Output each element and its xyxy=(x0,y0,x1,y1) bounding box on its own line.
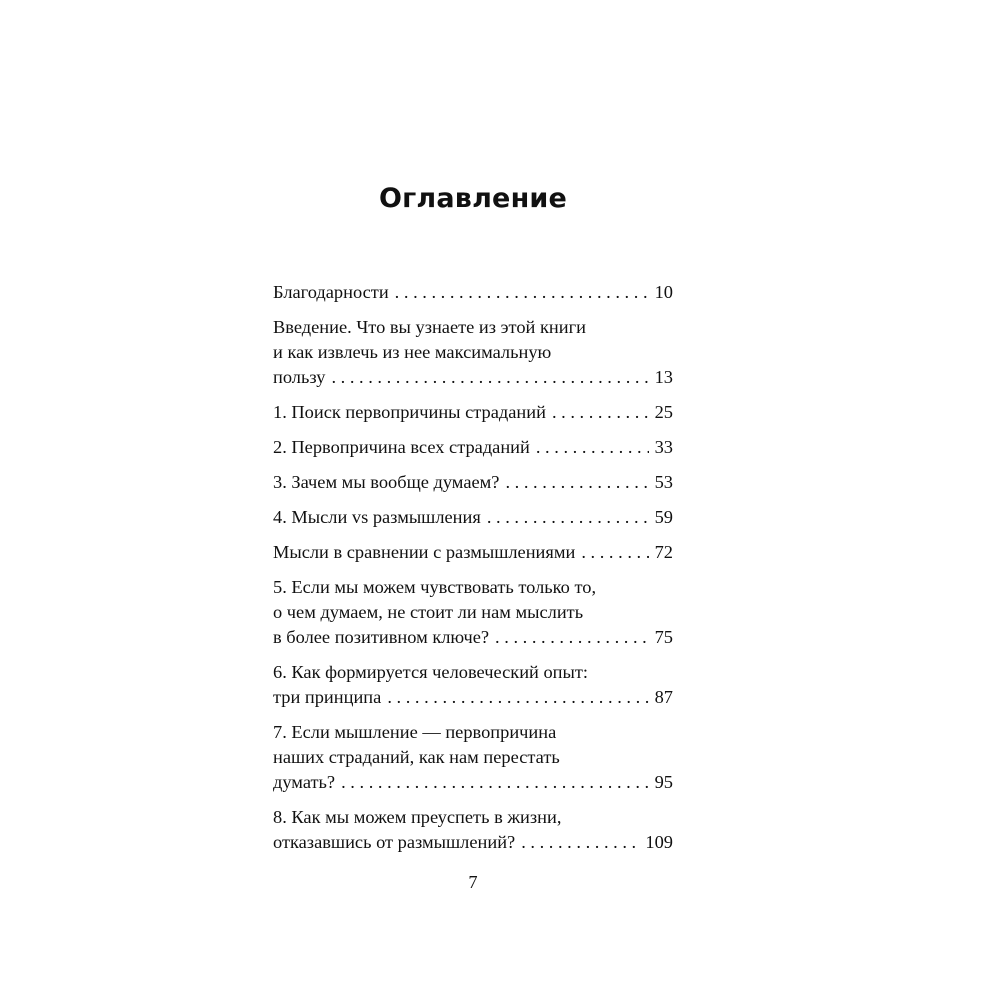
dot-leader xyxy=(505,470,648,495)
toc-entry-last-line xyxy=(273,280,673,305)
toc-entry-title-line: пользу xyxy=(273,367,326,387)
toc-entry-title-line: Мысли в сравнении с размышлениями xyxy=(273,542,576,562)
dot-leader xyxy=(495,625,649,650)
toc-entry-last-line xyxy=(273,540,673,565)
toc-entry-title-line: 5. Если мы можем чувствовать только то, xyxy=(273,577,597,597)
toc-entry-page: 87 xyxy=(654,687,673,707)
toc-entry xyxy=(273,660,673,710)
toc-entry xyxy=(273,540,673,565)
toc-entry-page: 75 xyxy=(654,627,673,647)
toc-entry-last-line xyxy=(273,400,673,425)
toc-entry-title-line: 7. Если мышление — первопричина xyxy=(273,722,557,742)
toc-entry xyxy=(273,805,673,855)
toc-entry-title-line: 6. Как формируется человеческий опыт: xyxy=(273,662,589,682)
dot-leader xyxy=(341,770,649,795)
toc-entry xyxy=(273,720,673,795)
toc-entry-last-line xyxy=(273,435,673,460)
dot-leader xyxy=(395,280,649,305)
toc-entry xyxy=(273,280,673,305)
toc-entry-title-line: Введение. Что вы узнаете из этой книги xyxy=(273,317,586,337)
dot-leader xyxy=(552,400,649,425)
toc-entry xyxy=(273,470,673,495)
dot-leader xyxy=(536,435,649,460)
page-number: 7 xyxy=(468,872,478,892)
dot-leader xyxy=(331,365,648,390)
toc-entry-title-line: в более позитивном ключе? xyxy=(273,627,490,647)
toc-list xyxy=(273,280,673,865)
toc-entry-page: 95 xyxy=(654,772,673,792)
toc-entry-last-line xyxy=(273,685,673,710)
toc-entry-page: 13 xyxy=(654,367,673,387)
toc-entry-title-line: 4. Мысли vs размышления xyxy=(273,507,481,527)
toc-entry-page: 109 xyxy=(645,832,673,852)
toc-entry-title-line: 2. Первопричина всех страданий xyxy=(273,437,530,457)
toc-entry-page: 59 xyxy=(654,507,673,527)
toc-entry-title-line: наших страданий, как нам перестать xyxy=(273,747,560,767)
toc-entry-page: 33 xyxy=(654,437,673,457)
toc-entry-page: 10 xyxy=(654,282,673,302)
toc-entry-title-line: думать? xyxy=(273,772,336,792)
toc-entry-title-line: Благодарности xyxy=(273,282,389,302)
toc-entry-title-line: о чем думаем, не стоит ли нам мыслить xyxy=(273,602,584,622)
toc-entry-title-line: 3. Зачем мы вообще думаем? xyxy=(273,472,500,492)
toc-entry-last-line xyxy=(273,625,673,650)
toc-entry xyxy=(273,315,673,390)
toc-entry-last-line xyxy=(273,770,673,795)
dot-leader xyxy=(581,540,648,565)
toc-entry-title-line: 8. Как мы можем преуспеть в жизни, xyxy=(273,807,562,827)
toc-entry-title-line: отказавшись от размышлений? xyxy=(273,832,516,852)
toc-entry xyxy=(273,435,673,460)
toc-entry-title-line: три принципа xyxy=(273,687,382,707)
toc-entry-last-line xyxy=(273,830,673,855)
toc-entry-page: 53 xyxy=(654,472,673,492)
dot-leader xyxy=(387,685,648,710)
toc-entry-last-line xyxy=(273,505,673,530)
toc-entry-page: 72 xyxy=(654,542,673,562)
dot-leader xyxy=(487,505,649,530)
toc-entry-last-line xyxy=(273,365,673,390)
toc-entry xyxy=(273,505,673,530)
toc-entry-page: 25 xyxy=(654,402,673,422)
toc-entry-title-line: и как извлечь из нее максимальную xyxy=(273,342,552,362)
toc-entry-title-line: 1. Поиск первопричины страданий xyxy=(273,402,546,422)
toc-entry xyxy=(273,400,673,425)
toc-entry-last-line xyxy=(273,470,673,495)
toc-title: Оглавление xyxy=(378,183,568,214)
toc-entry xyxy=(273,575,673,650)
dot-leader xyxy=(521,830,639,855)
